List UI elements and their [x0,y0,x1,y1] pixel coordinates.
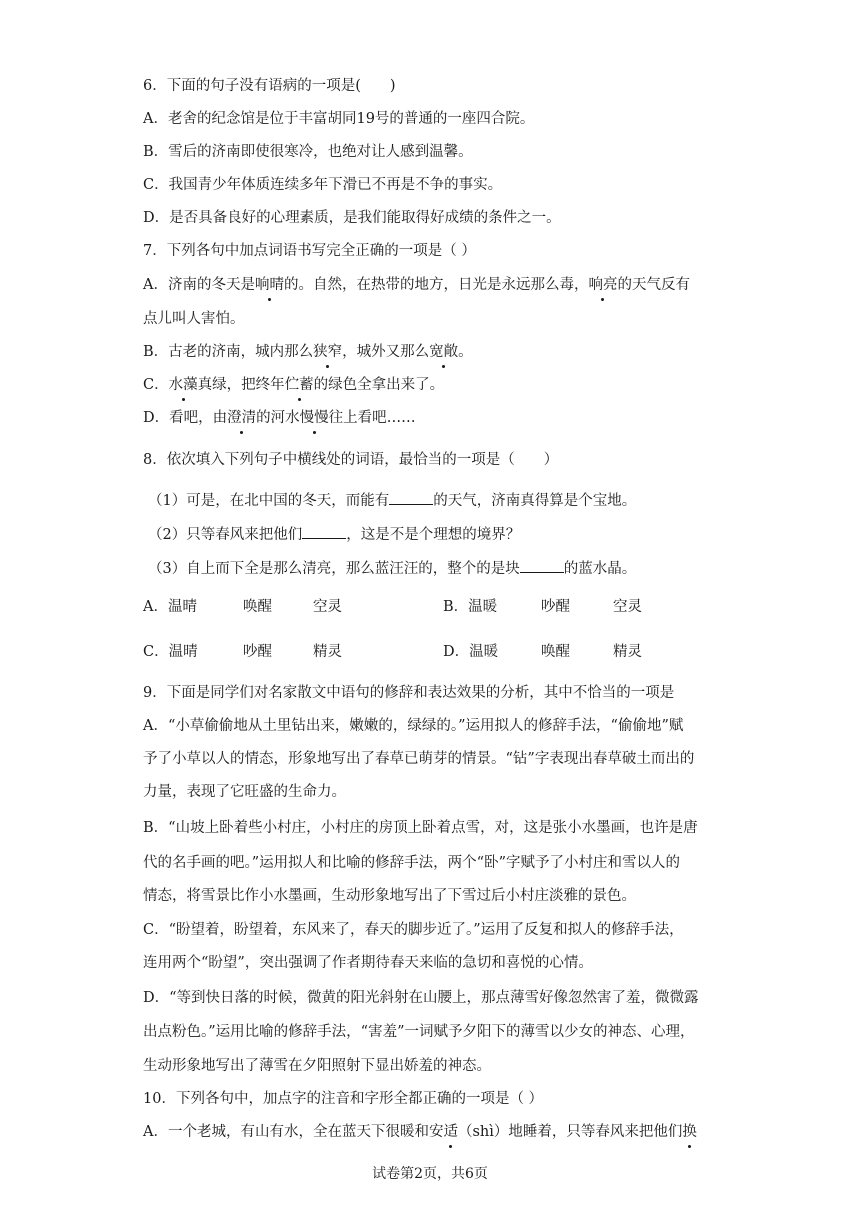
text: 真绿，把终年 [197,377,285,393]
text: B．古老的济南，城内那么 [143,344,314,360]
text: 的河水 [256,410,300,426]
q6-option-c: C．我国青少年体质连续多年下滑已不再是不争的事实。 [143,177,503,193]
q10-option-a-line1 [143,1122,697,1142]
option-label: C．温晴 [143,644,198,660]
option-word: 吵醒 [243,644,272,660]
text: A．济南的冬天是 [143,277,255,293]
q8-sentence-3 [148,558,636,579]
dotted-word: 响晴 [254,277,284,293]
q8-sentence-2 [148,524,520,545]
option-word: 唤醒 [541,644,570,660]
q9-option-a-line2: 予了小草以人的情态，形象地写出了春草已萌芽的情景。“钻”字表现出春草破土而出的 [143,751,695,767]
q8-option-a [143,597,342,617]
text: 的绿色全拿出来了。 [313,377,445,393]
option-word: 空灵 [313,599,342,615]
q6-option-d: D．是否具备良好的心理素质，是我们能取得好成绩的条件之一。 [143,210,561,226]
q9-stem: 9．下面是同学们对名家散文中语句的修辞和表达效果的分析，其中不恰当的一项是 [143,685,675,701]
text: （3）自上而下全是那么清亮，那么蓝汪汪的，整个的是块 [148,561,520,577]
text: （2）只等春风来把他们 [148,527,303,543]
q7-option-b [143,342,473,362]
dotted-word: 伫蓄 [284,377,314,393]
text: D．看吧，由 [143,410,228,426]
dotted-word: 响亮 [588,277,618,293]
q6-option-b: B．雪后的济南即使很寒冷，也绝对让人感到温馨。 [143,144,473,160]
page-footer: 试卷第2页，共6页 [372,1166,488,1182]
option-label: D．温暖 [443,644,499,660]
text: 的天气反有 [617,277,690,293]
dotted-word: 换 [682,1124,697,1140]
text: ，这是不是个理想的境界？ [346,527,521,543]
text: 的蓝水晶。 [563,561,637,577]
text: （shì）地睡着，只等春风来把他们 [457,1124,683,1140]
option-word: 空灵 [613,599,642,615]
dotted-word: 慢慢 [299,410,329,426]
fill-blank [389,490,433,505]
option-word: 精灵 [313,644,342,660]
q6-stem: 6．下面的句子没有语病的一项是( ) [143,78,396,94]
option-word: 唤醒 [243,599,272,615]
q8-option-c [143,642,342,662]
q9-option-d-line3: 生动形象地写出了薄雪在夕阳照射下显出娇羞的神态。 [143,1058,491,1074]
option-label: B．温暖 [443,599,498,615]
q9-option-a-line1: A．“小草偷偷地从土里钻出来，嫩嫩的，绿绿的。”运用拟人的修辞手法，“偷偷地”赋 [143,718,684,734]
q9-option-c-line2: 连用两个“盼望”，突出强调了作者期待春天来临的急切和喜悦的心情。 [143,955,593,971]
q10-stem: 10．下列各句中，加点字的注音和字形全都正确的一项是（ ） [143,1091,544,1107]
q9-option-d-line2: 出点粉色。”运用比喻的修辞手法，“害羞”一词赋予夕阳下的薄雪以少女的神态、心理， [143,1024,695,1040]
q8-option-d [443,642,642,662]
q9-option-b-line1: B．“山坡上卧着些小村庄，小村庄的房顶上卧着点雪，对，这是张小水墨画，也许是唐 [143,820,698,836]
dotted-word: 适 [443,1124,458,1140]
q9-option-a-line3: 力量，表现了它旺盛的生命力。 [143,784,346,800]
q9-option-c-line1: C．“盼望着，盼望着，东风来了，春天的脚步近了。”运用了反复和拟人的修辞手法， [143,922,684,938]
option-label: A．温晴 [143,599,197,615]
q7-stem: 7．下列各句中加点词语书写完全正确的一项是（ ） [143,243,476,259]
q9-option-b-line2: 代的名手画的吧。”运用拟人和比喻的修辞手法，两个“卧”字赋予了小村庄和雪以人的 [143,855,680,871]
fill-blank [302,524,346,539]
text: A．一个老城，有山有水，全在蓝天下很暖和安 [143,1124,444,1140]
q8-sentence-1 [148,490,636,511]
option-word: 吵醒 [541,599,570,615]
text: 往上看吧…… [328,410,416,426]
q7-option-a-line2: 点儿叫人害怕。 [143,311,245,327]
q8-stem: 8．依次填入下列句子中横线处的词语，最恰当的一项是（ ） [143,452,559,468]
q7-option-d [143,408,416,428]
dotted-word: 澄清 [227,410,257,426]
fill-blank [520,558,564,573]
dotted-word: 狭窄 [313,344,343,360]
text: 的天气，济南真得算是个宝地。 [433,493,637,509]
q8-option-b [443,597,642,617]
text: （1）可是，在北中国的冬天，而能有 [148,493,390,509]
text: 。 [458,344,473,360]
dotted-word: 水藻 [168,377,198,393]
text: 的。自然，在热带的地方，日光是永远那么毒， [283,277,589,293]
text: C． [143,377,169,393]
text: ，城外又那么 [342,344,430,360]
option-word: 精灵 [613,644,642,660]
q9-option-b-line3: 情态，将雪景比作小水墨画，生动形象地写出了下雪过后小村庄淡雅的景色。 [143,888,636,904]
dotted-word: 宽敞 [429,344,459,360]
q6-option-a: A．老舍的纪念馆是位于丰富胡同19号的普通的一座四合院。 [143,111,535,127]
q7-option-a-line1 [143,275,690,295]
q9-option-d-line1: D．“等到快日落的时候，微黄的阳光斜射在山腰上，那点薄雪好像忽然害了羞，微微露 [143,990,699,1006]
q7-option-c [143,375,444,395]
